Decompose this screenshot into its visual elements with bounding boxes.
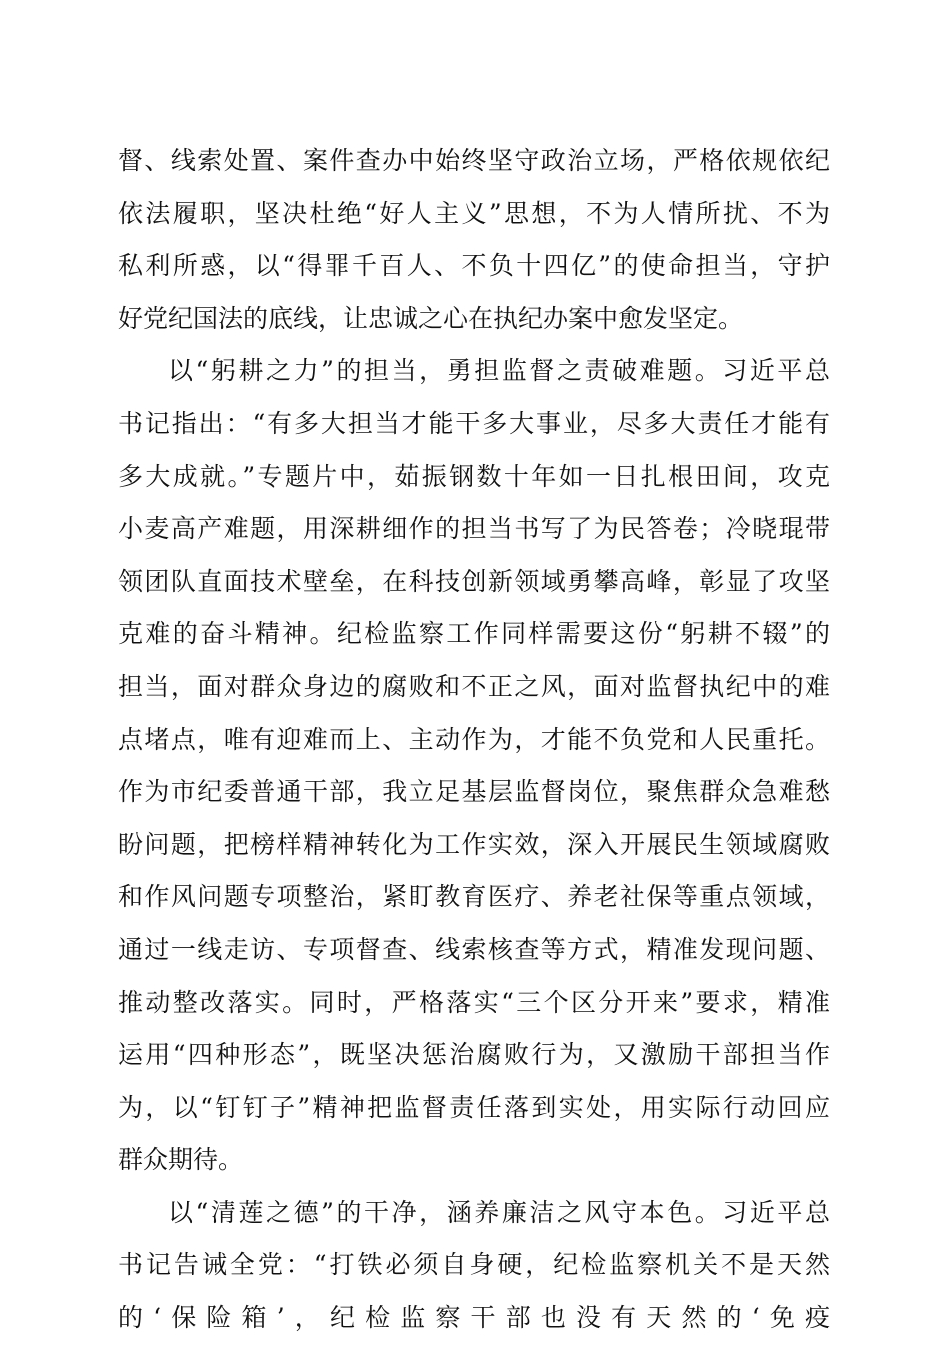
text-line: 作为市纪委普通干部，我立足基层监督岗位，聚焦群众急难愁 <box>118 777 830 807</box>
text-line: 通过一线走访、专项督查、线索核查等方式，精准发现问题、 <box>118 934 830 964</box>
text-line: 书记指出：“有多大担当才能干多大事业，尽多大责任才能有 <box>118 408 830 438</box>
text-line: 的‘保险箱’，纪检监察干部也没有天然的‘免疫 <box>118 1303 830 1333</box>
text-line: 盼问题，把榜样精神转化为工作实效，深入开展民生领域腐败 <box>118 829 830 859</box>
text-line: 为，以“钉钉子”精神把监督责任落到实处，用实际行动回应 <box>118 1092 830 1122</box>
text-line: 督、线索处置、案件查办中始终坚守政治立场，严格依规依纪 <box>118 146 830 175</box>
text-line: 多大成就。”专题片中，茹振钢数十年如一日扎根田间，攻克 <box>118 461 830 491</box>
text-line: 担当，面对群众身边的腐败和不正之风，面对监督执纪中的难 <box>118 671 830 701</box>
text-line: 小麦高产难题，用深耕细作的担当书写了为民答卷；冷晓琨带 <box>118 514 830 544</box>
text-line: 以“清莲之德”的干净，涵养廉洁之风守本色。习近平总 <box>168 1197 830 1227</box>
paragraph-1 <box>118 135 830 345</box>
paragraph-2 <box>118 345 830 1187</box>
text-line: 和作风问题专项整治，紧盯教育医疗、养老社保等重点领域， <box>118 882 830 912</box>
text-line: 克难的奋斗精神。纪检监察工作同样需要这份“躬耕不辍”的 <box>118 619 830 649</box>
text-line: 依法履职，坚决杜绝“好人主义”思想，不为人情所扰、不为 <box>118 198 830 228</box>
text-line: 推动整改落实。同时，严格落实“三个区分开来”要求，精准 <box>118 987 830 1017</box>
paragraph-3 <box>118 1187 830 1345</box>
body-text <box>118 135 830 1345</box>
text-line: 私利所惑，以“得罪千百人、不负十四亿”的使命担当，守护 <box>118 251 830 281</box>
text-line: 领团队直面技术壁垒，在科技创新领域勇攀高峰，彰显了攻坚 <box>118 566 830 596</box>
text-line: 以“躬耕之力”的担当，勇担监督之责破难题。习近平总 <box>168 356 830 386</box>
text-line: 群众期待。 <box>118 1145 244 1175</box>
text-line: 书记告诫全党：“打铁必须自身硬，纪检监察机关不是天然 <box>118 1250 830 1280</box>
text-line: 点堵点，唯有迎难而上、主动作为，才能不负党和人民重托。 <box>118 724 830 754</box>
text-line: 运用“四种形态”，既坚决惩治腐败行为，又激励干部担当作 <box>118 1040 830 1070</box>
text-line: 好党纪国法的底线，让忠诚之心在执纪办案中愈发坚定。 <box>118 303 744 333</box>
